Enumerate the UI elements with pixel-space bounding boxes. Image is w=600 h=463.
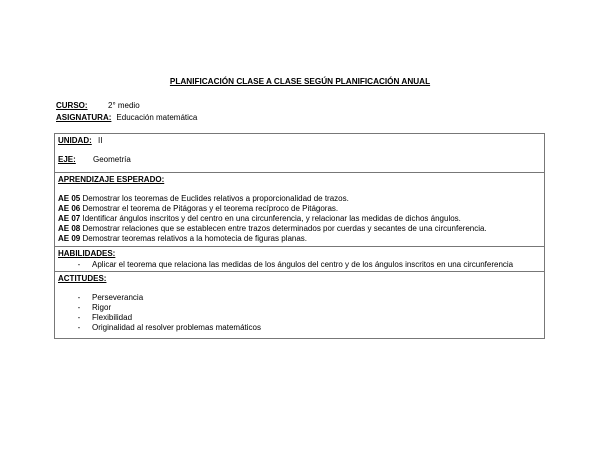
habilidad-text: Aplicar el teorema que relaciona las medidas de los ángulos del centro y de los ángulos inscritos en una circunferencia (92, 260, 514, 269)
actitudes-row (55, 272, 544, 338)
bullet-dash: - (77, 293, 81, 302)
ae-item (58, 194, 349, 203)
aprendizaje-label-text: APRENDIZAJE ESPERADO: (58, 175, 165, 184)
actitudes-label-text: ACTITUDES: (58, 274, 107, 283)
actitud-text: Perseverancia (92, 293, 144, 302)
actitud-text: Rigor (92, 303, 112, 312)
unidad-line (58, 136, 102, 145)
unidad-eje-row (55, 134, 544, 173)
actitudes-label (58, 274, 106, 283)
curso-value: 2° medio (108, 101, 140, 110)
asignatura-line (56, 113, 197, 122)
ae-text: Demostrar el teorema de Pitágoras y el teorema recíproco de Pitágoras. (82, 204, 339, 213)
habilidades-row (55, 247, 544, 272)
actitud-item (58, 313, 132, 322)
ae-text: Demostrar teoremas relativos a la homotecia de figuras planas. (82, 234, 308, 243)
aprendizaje-row (55, 173, 544, 247)
ae-text: Identificar ángulos inscritos y del centro en una circunferencia, y relacionar las medidas de dichos ángulos. (82, 214, 461, 223)
asignatura-label: ASIGNATURA: (56, 113, 112, 122)
actitud-text: Flexibilidad (92, 313, 133, 322)
habilidades-label (58, 249, 115, 258)
ae-code: AE 07 (58, 214, 81, 223)
bullet-dash: - (77, 313, 81, 322)
eje-line (58, 155, 131, 164)
habilidades-label-text: HABILIDADES: (58, 249, 116, 258)
ae-text: Demostrar relaciones que se establecen entre trazos determinados por cuerdas y secantes de una circunferencia. (82, 224, 487, 233)
ae-code: AE 06 (58, 204, 81, 213)
actitud-item (58, 323, 261, 332)
bullet-dash: - (77, 303, 81, 312)
actitud-text: Originalidad al resolver problemas matemáticos (92, 323, 261, 332)
asignatura-value: Educación matemática (116, 113, 198, 122)
planning-table (54, 133, 545, 339)
document-title: PLANIFICACIÓN CLASE A CLASE SEGÚN PLANIFICACIÓN ANUAL (169, 77, 431, 86)
ae-code: AE 08 (58, 224, 81, 233)
bullet-dash: - (77, 260, 81, 269)
ae-item (58, 234, 307, 243)
unidad-label: UNIDAD: (58, 136, 92, 145)
curso-label: CURSO: (56, 101, 88, 110)
ae-text: Demostrar los teoremas de Euclides relativos a proporcionalidad de trazos. (82, 194, 349, 203)
bullet-dash: - (77, 323, 81, 332)
actitud-item (58, 303, 111, 312)
unidad-value: II (98, 136, 103, 145)
aprendizaje-label (58, 175, 164, 184)
curso-line (56, 101, 140, 110)
eje-value: Geometría (93, 155, 131, 164)
ae-item (58, 204, 338, 213)
ae-item (58, 214, 461, 223)
ae-code: AE 09 (58, 234, 81, 243)
habilidad-item (58, 260, 513, 269)
ae-item (58, 224, 487, 233)
eje-label: EJE: (58, 155, 76, 164)
ae-code: AE 05 (58, 194, 81, 203)
actitud-item (58, 293, 143, 302)
